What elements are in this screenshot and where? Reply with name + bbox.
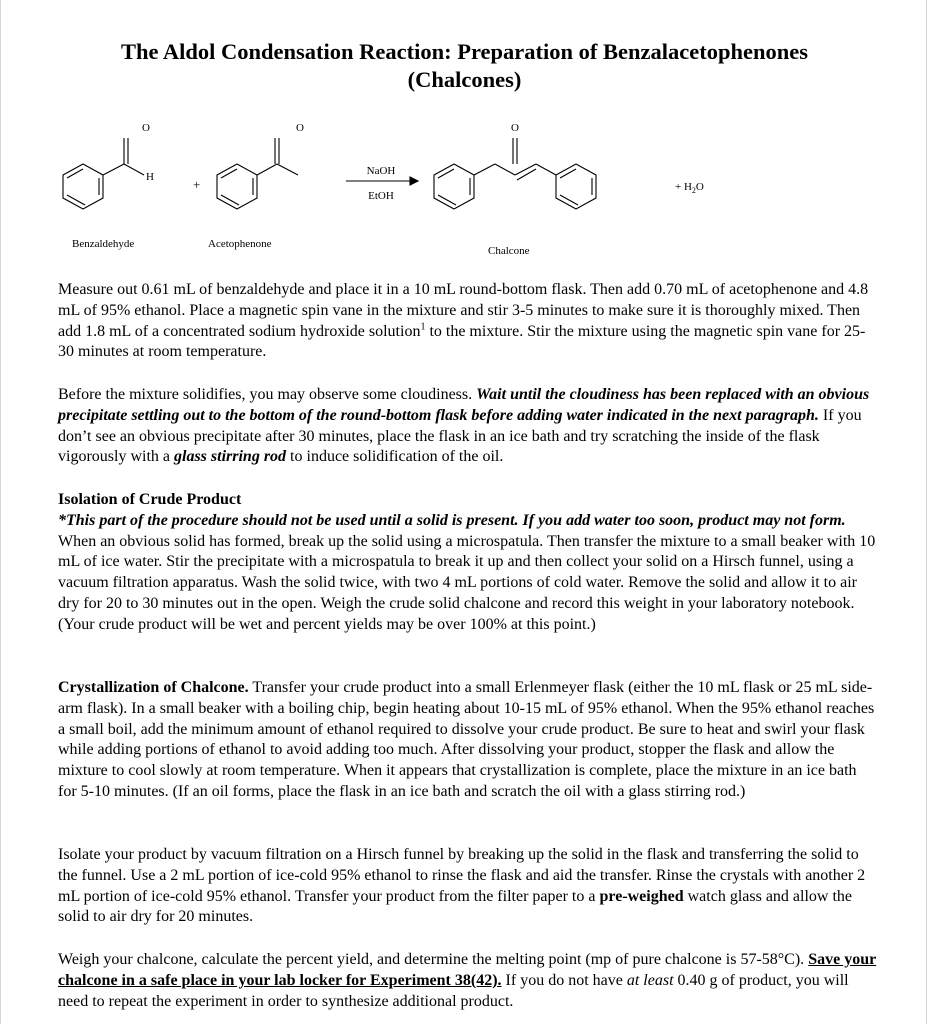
warning-emphasis: Wait until the cloudiness has been replaced with an obvious precipitate settling out to the bottom of the round-bottom flask before adding water indicated in the next paragraph. <box>58 386 870 424</box>
heading-crystallization: Crystallization of Chalcone. <box>58 679 249 696</box>
chalcone-structure <box>434 138 596 209</box>
chalcone-o-label: O <box>511 122 519 134</box>
paragraph-isolate-product: Isolate your product by vacuum filtration on a Hirsch funnel by breaking up the solid in the flask and transferring the solid to the funnel. Use a 2 mL portion of ice-cold 95% ethanol to rinse the flask and aid the transfer. Rinse the crystals with another 2 mL portion of ice-cold 95% ethanol. Transfer your product from the filter paper to a pre-weighed watch glass and allow the solid to air dry for 20 minutes. <box>58 846 866 926</box>
page-title <box>0 38 929 94</box>
label-acetophenone: Acetophenone <box>208 238 272 250</box>
heading-isolation: Isolation of Crude Product <box>58 491 242 508</box>
section-crystallization: Crystallization of Chalcone. Transfer your crude product into a small Erlenmeyer flask (either the 10 mL flask or 25 mL side-arm flask). In a small beaker with a boiling chip, begin heating about 10-15 mL of 95% ethanol. When the 95% ethanol reaches a small boil, add the minimum amount of ethanol required to dissolve your crude product. Be sure to heat and swirl your flask while adding portions of ethanol to avoid adding too much. After dissolving your product, stopper the flask and allow the mixture to cool slowly at room temperature. When it appears that crystallization is complete, place the mixture in an ice bath for 5-10 minutes. (If an oil forms, place the flask in an ice bath and scratch the oil with a glass stirring rod.) <box>58 679 875 800</box>
paragraph-measure: Measure out 0.61 mL of benzaldehyde and place it in a 10 mL round-bottom flask. Then add 0.70 mL of acetophenone and 4.8 mL of 95% ethanol. Place a magnetic spin vane in the mixture and stir 3-5 minutes to make sure it is thoroughly mixed. Then add 1.8 mL of a concentrated sodium hydroxide solution$^1$ to the mixture. Stir the mixture using the magnetic spin vane for 25-30 minutes at room temperature. <box>58 281 869 361</box>
footnote-marker: 1 <box>420 321 426 333</box>
label-chalcone: Chalcone <box>488 245 530 257</box>
benzaldehyde-o-label: O <box>142 122 150 134</box>
benzaldehyde-structure <box>63 138 144 209</box>
reagent-naoh: NaOH <box>366 165 396 177</box>
reaction-arrow <box>346 177 418 185</box>
title-line-2: (Chalcones) <box>407 67 522 92</box>
water-byproduct: + $H_2O$ <box>675 181 704 195</box>
paragraph-weigh: Weigh your chalcone, calculate the percent yield, and determine the melting point (mp of pure chalcone is 57-58°C). Save your chalcone in a safe place in your lab locker for Experiment 38(42). If you do not have at least 0.40 g of product, you will need to repeat the experiment in order to synthesize additional product. <box>58 951 877 1010</box>
aldehyde-h-label: H <box>146 171 154 183</box>
section-isolation: Isolation of Crude Product *This part of the procedure should not be used until a solid is present. If you add water too soon, product may not form. When an obvious solid has formed, break up the solid using a microspatula. Then transfer the mixture to a small beaker with 10 mL of ice water. Stir the precipitate with a microspatula to break it up and then collect your solid on a Hirsch funnel, using a vacuum filtration apparatus. Wash the solid twice, with two 4 mL portions of cold water. Remove the solid and allow it to air dry for 20 to 30 minutes out in the open. Weigh the crude solid chalcone and record this weight in your laboratory notebook. (Your crude product will be wet and percent yields may be over 100% at this point.) <box>58 490 878 636</box>
acetophenone-structure <box>217 138 298 209</box>
solvent-etoh: EtOH <box>368 190 394 202</box>
plus-sign: + <box>193 177 201 192</box>
save-instruction: Save your chalcone in a safe place in your lab locker for Experiment 38(42). <box>58 951 877 989</box>
reaction-scheme <box>0 108 929 268</box>
acetophenone-o-label: O <box>296 122 304 134</box>
title-line-1: The Aldol Condensation Reaction: Preparation of Benzalacetophenones <box>120 39 809 64</box>
label-benzaldehyde: Benzaldehyde <box>72 238 135 250</box>
paragraph-cloudiness: Before the mixture solidifies, you may observe some cloudiness. Wait until the cloudiness has been replaced with an obvious precipitate settling out to the bottom of the round-bottom flask before adding water indicated in the next paragraph. If you don’t see an obvious precipitate after 30 minutes, place the flask in an ice bath and try scratching the inside of the flask vigorously with a glass stirring rod to induce solidification of the oil. <box>58 386 870 466</box>
isolation-warning: *This part of the procedure should not be used until a solid is present. If you add water too soon, product may not form. <box>58 511 846 529</box>
